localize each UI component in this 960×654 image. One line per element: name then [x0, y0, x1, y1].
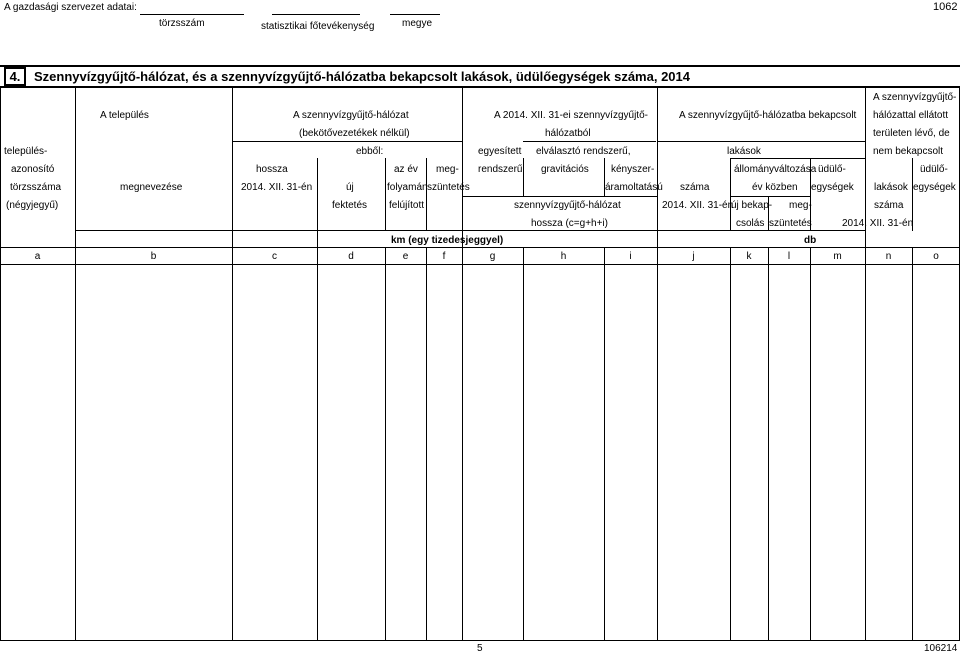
col-b: megnevezése: [120, 182, 183, 193]
column-letter: j: [692, 251, 695, 262]
col-e-l3: felújított: [389, 200, 425, 211]
org-data-label: A gazdasági szervezet adatai:: [4, 2, 137, 13]
column-letter: b: [150, 251, 157, 262]
col-d-l2: fektetés: [332, 200, 368, 211]
col-o-l1: üdülő-: [920, 164, 948, 175]
column-letter: c: [272, 251, 277, 262]
no-date: 2014. XII. 31-én: [842, 218, 914, 229]
torzsszam-label: törzsszám: [159, 18, 205, 29]
col-f-l2: szüntetés: [427, 182, 470, 193]
group-bekapcsolt: A szennyvízgyűjtő-hálózatba bekapcsolt: [679, 110, 857, 121]
sub-halozat: szennyvízgyűjtő-hálózat: [514, 200, 621, 211]
sub-hossza: hossza (c=g+h+i): [531, 218, 608, 229]
elvalaszto-label: elválasztó rendszerű,: [536, 146, 631, 157]
column-letter: d: [348, 251, 354, 262]
col-g-l2: rendszerű: [478, 164, 523, 175]
column-letter: i: [629, 251, 632, 262]
ebbol-label: ebből:: [356, 146, 384, 157]
col-j-l2: 2014. XII. 31-én: [662, 200, 734, 211]
page-number: 5: [477, 643, 483, 654]
megye-label: megye: [402, 18, 433, 29]
group-ellatott-l4: nem bekapcsolt: [873, 146, 944, 157]
col-k-l2: csolás: [736, 218, 765, 229]
col-e-l2: folyamán: [387, 182, 428, 193]
col-m-l2: egységek: [811, 182, 854, 193]
group-ellatott-l1: A szennyvízgyűjtő-: [873, 92, 957, 103]
allomany-label: állományváltozása: [734, 164, 817, 175]
form-code: 1062: [933, 1, 958, 13]
column-letter: n: [885, 251, 892, 262]
col-l-l2: szüntetés: [769, 218, 812, 229]
column-letter: l: [787, 251, 791, 262]
col-a-l1: település-: [4, 146, 48, 157]
no-szama: száma: [874, 200, 904, 211]
group-2014-l1: A 2014. XII. 31-ei szennyvízgyűjtő-: [494, 110, 648, 121]
column-letter: f: [442, 251, 446, 262]
form-footer-code: 106214: [924, 643, 958, 654]
column-letter: g: [489, 251, 496, 262]
group-halozat-l2: (bekötővezetékek nélkül): [299, 128, 410, 139]
col-a-l3: törzsszáma: [10, 182, 62, 193]
col-d-l1: új: [346, 182, 354, 193]
col-m-l1: üdülő-: [818, 164, 846, 175]
column-letter: h: [560, 251, 567, 262]
stat-label: statisztikai főtevékenység: [261, 21, 375, 32]
col-g-l1: egyesített: [478, 146, 522, 157]
group-halozat-l1: A szennyvízgyűjtő-hálózat: [293, 110, 409, 121]
table-number: 4.: [4, 67, 26, 86]
unit-km: km (egy tizedesjeggyel): [391, 235, 504, 246]
column-letter: a: [34, 251, 41, 262]
lakasok-group-label: lakások: [727, 146, 761, 157]
col-a-l4: (négyjegyű): [6, 200, 59, 211]
group-ellatott-l2: hálózattal ellátott: [873, 110, 949, 121]
col-n: lakások: [874, 182, 908, 193]
col-c-l2: 2014. XII. 31-én: [241, 182, 313, 193]
table-title: Szennyvízgyűjtő-hálózat, és a szennyvízgyűjtő-hálózatba bekapcsolt lakások, üdülőegységek száma, 2014: [34, 69, 690, 84]
col-j-l1: száma: [680, 182, 710, 193]
col-h: gravitációs: [541, 164, 589, 175]
unit-db: db: [804, 235, 817, 246]
column-letter: k: [746, 251, 752, 262]
col-l-l1: meg-: [789, 200, 812, 211]
column-letter: m: [833, 251, 842, 262]
col-o-l2: egységek: [913, 182, 956, 193]
group-ellatott-l3: területen lévő, de: [873, 128, 950, 139]
col-f-l1: meg-: [436, 164, 459, 175]
col-c-l1: hossza: [256, 164, 288, 175]
evkozben-label: év közben: [752, 182, 798, 193]
column-letter: e: [402, 251, 409, 262]
col-e-l1: az év: [394, 164, 418, 175]
column-letter: o: [933, 251, 939, 262]
col-i-l1: kényszer-: [611, 164, 655, 175]
col-i-l2: áramoltatású: [605, 182, 663, 193]
col-a-l2: azonosító: [11, 164, 55, 175]
group-2014-l2: hálózatból: [545, 128, 591, 139]
group-telepules: A település: [100, 110, 149, 121]
col-k-l1: új bekap-: [731, 200, 773, 211]
